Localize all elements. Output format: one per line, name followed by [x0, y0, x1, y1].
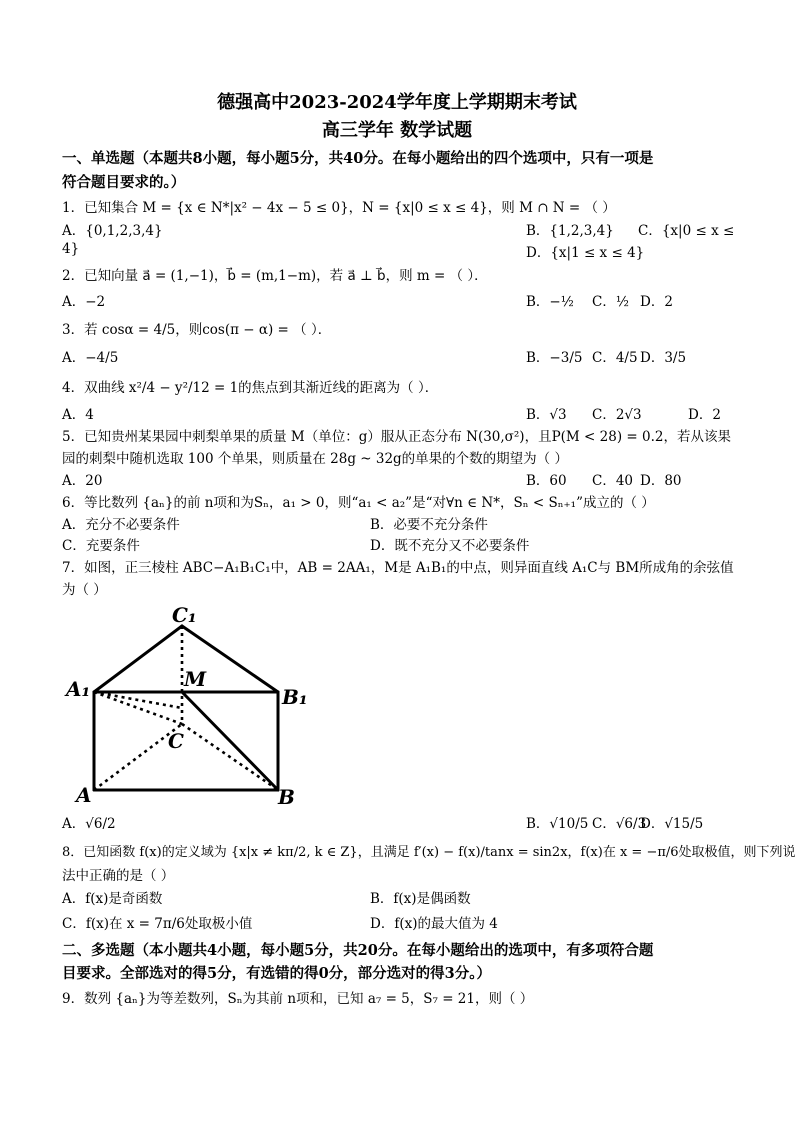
q5-option-a: A．20 — [62, 473, 103, 489]
q7-option-a: A．√6/2 — [62, 816, 116, 832]
edge-a1-c1 — [94, 626, 182, 692]
q3-option-a: A．−4/5 — [62, 350, 119, 366]
segment-a1-hidden — [94, 692, 182, 708]
q7-stem: 7．如图，正三棱柱 ABC−A₁B₁C₁中，AB = 2AA₁，M是 A₁B₁的中点，则异面直线 A₁C与 BM所成角的余弦值 — [62, 560, 734, 576]
label-a: A — [76, 783, 92, 807]
exam-title: 德强高中2023-2024学年度上学期期末考试 — [217, 92, 577, 113]
exam-subtitle: 高三学年 数学试题 — [321, 120, 473, 141]
q7-stem-cont: 为（ ） — [62, 582, 107, 598]
label-b: B — [278, 785, 295, 809]
q1-stem: 1．已知集合 M = {x ∈ N*|x² − 4x − 5 ≤ 0}，N = {x|0 ≤ x ≤ 4}，则 M ∩ N = （ ） — [62, 200, 616, 216]
q8-option-b: B．f(x)是偶函数 — [370, 891, 471, 907]
q2-option-c: C．½ — [592, 294, 629, 310]
q6-option-a: A．充分不必要条件 — [62, 517, 180, 533]
q5-option-c: C．40 — [592, 473, 634, 489]
q5-option-b: B．60 — [526, 473, 567, 489]
section1-heading: 一、单选题（本题共8小题，每小题5分，共40分。在每小题给出的四个选项中，只有一项是 — [62, 150, 654, 167]
q2-option-b: B．−½ — [526, 294, 574, 310]
q5-stem: 5．已知贵州某果园中刺梨单果的质量 M（单位：g）服从正态分布 N(30,σ²)，且P(M < 28) = 0.2，若从该果 — [62, 429, 731, 445]
section1-heading-cont: 符合题目要求的。） — [62, 174, 186, 191]
q6-option-b: B．必要不充分条件 — [370, 517, 488, 533]
q7-option-d: D．√15/5 — [640, 816, 704, 832]
q3-option-d: D．3/5 — [640, 350, 687, 366]
q9-stem: 9．数列 {aₙ}为等差数列，Sₙ为其前 n项和，已知 a₇ = 5，S₇ = 21，则（ ） — [62, 991, 534, 1007]
q4-option-a: A．4 — [62, 407, 94, 423]
segment-m-b — [182, 692, 278, 790]
q4-option-c: C．2√3 — [592, 407, 642, 423]
q1-option-c: C．{x|0 ≤ x ≤ — [638, 223, 735, 239]
q8-option-d: D．f(x)的最大值为 4 — [370, 916, 498, 932]
q6-option-c: C．充要条件 — [62, 538, 140, 554]
prism-figure — [62, 596, 308, 809]
q4-option-d: D．2 — [688, 407, 721, 423]
label-c1: C₁ — [172, 603, 197, 627]
label-b1: B₁ — [282, 685, 308, 709]
q8-option-c: C．f(x)在 x = 7π/6处取极小值 — [62, 916, 253, 932]
label-m: M — [184, 667, 207, 691]
q2-stem: 2．已知向量 a⃗ = (1,−1)，b⃗ = (m,1−m)，若 a⃗ ⊥ b⃗，则 m = （ ）． — [62, 268, 488, 284]
label-a1: A₁ — [66, 677, 91, 701]
label-c: C — [168, 729, 184, 753]
q4-stem: 4．双曲线 x²/4 − y²/12 = 1的焦点到其渐近线的距离为（ ）． — [62, 380, 439, 396]
q8-option-a: A．f(x)是奇函数 — [62, 891, 163, 907]
q3-stem: 3．若 cosα = 4/5，则cos(π − α) = （ ）． — [62, 322, 332, 338]
q8-stem: 8．已知函数 f(x)的定义域为 {x|x ≠ kπ/2, k ∈ Z}，且满足 f′(x) − f(x)/tanx = sin2x，f(x)在 x = −π/6处取极值，则下列说 — [62, 845, 796, 860]
q5-option-d: D．80 — [640, 473, 682, 489]
q1-option-c-cont: 4} — [62, 241, 80, 257]
q1-option-a: A．{0,1,2,3,4} — [62, 223, 163, 239]
edge-c-b — [182, 724, 278, 790]
q5-stem-cont: 园的刺梨中随机选取 100 个单果，则质量在 28g ~ 32g的单果的个数的期望为（ ） — [62, 451, 568, 467]
q2-option-d: D．2 — [640, 294, 673, 310]
q8-stem-cont: 法中正确的是（ ） — [62, 868, 175, 884]
section2-heading: 二、多选题（本小题共4小题，每小题5分，共20分。在每小题给出的选项中，有多项符合题 — [62, 942, 654, 959]
q3-option-c: C．4/5 — [592, 350, 638, 366]
q1-option-d: D．{x|1 ≤ x ≤ 4} — [526, 245, 645, 261]
q2-option-a: A．−2 — [62, 294, 106, 310]
q6-stem: 6．等比数列 {aₙ}的前 n项和为Sₙ，a₁ > 0，则“a₁ < a₂”是“对∀n ∈ N*，Sₙ < Sₙ₊₁”成立的（ ） — [62, 495, 655, 511]
prism-solid-edges — [94, 626, 278, 790]
prism-hidden-edges — [94, 626, 278, 790]
q1-option-b: B．{1,2,3,4} — [526, 223, 614, 239]
q7-option-c: C．√6/3 — [592, 816, 647, 832]
q3-option-b: B．−3/5 — [526, 350, 583, 366]
q6-option-d: D．既不充分又不必要条件 — [370, 538, 530, 554]
segment-a1-c — [94, 692, 182, 724]
q4-option-b: B．√3 — [526, 407, 567, 423]
section2-heading-cont: 目要求。全部选对的得5分，有选错的得0分，部分选对的得3分。） — [62, 965, 492, 982]
q7-option-b: B．√10/5 — [526, 816, 589, 832]
